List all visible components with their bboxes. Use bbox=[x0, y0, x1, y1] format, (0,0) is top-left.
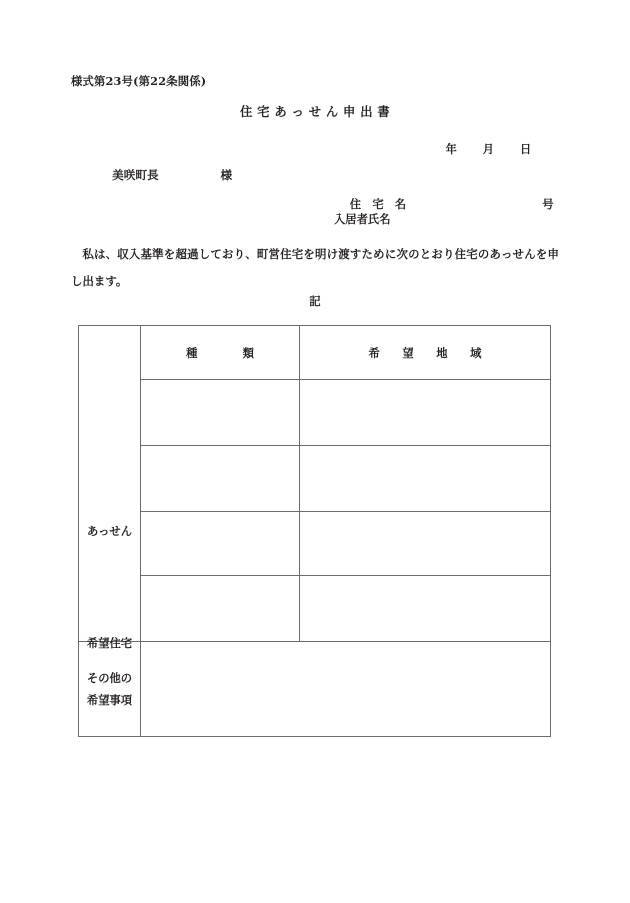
date-line bbox=[430, 133, 531, 167]
date-year-label: 年 bbox=[445, 142, 457, 157]
cell-other-wishes[interactable] bbox=[141, 642, 551, 737]
request-table bbox=[78, 325, 551, 737]
cell-area-4[interactable] bbox=[300, 576, 551, 642]
column-header-area: 希 望 地 域 bbox=[300, 326, 551, 380]
cell-kind-4[interactable] bbox=[141, 576, 300, 642]
row-label-other-wishes bbox=[79, 642, 141, 737]
row-label-housing-wish bbox=[79, 326, 141, 650]
cell-area-1[interactable] bbox=[300, 380, 551, 446]
cell-area-3[interactable] bbox=[300, 512, 551, 576]
form-number: 様式第23号(第22条関係) bbox=[71, 74, 207, 88]
table-row-other bbox=[79, 642, 551, 737]
addressee-line bbox=[96, 158, 232, 193]
column-header-kind: 種 類 bbox=[141, 326, 300, 380]
addressee-name: 美咲町長 bbox=[112, 167, 159, 182]
table-row bbox=[79, 512, 551, 576]
house-name-label: 住 宅 名 bbox=[349, 197, 407, 212]
page-title: 住 宅 あ っ せ ん 申 出 書 bbox=[239, 104, 391, 119]
cell-kind-1[interactable] bbox=[141, 380, 300, 446]
row-label-other-line1: その他の bbox=[86, 670, 133, 685]
cell-kind-2[interactable] bbox=[141, 446, 300, 512]
date-day-label: 日 bbox=[520, 142, 532, 157]
cell-kind-3[interactable] bbox=[141, 512, 300, 576]
ki-mark: 記 bbox=[309, 294, 321, 308]
addressee-honorific: 様 bbox=[220, 167, 233, 182]
row-label-assen: あっせん bbox=[86, 523, 133, 538]
row-label-kibou-jutaku: 希望住宅 bbox=[86, 635, 133, 650]
body-paragraph: 私は、収入基準を超過しており、町営住宅を明け渡すために次のとおり住宅のあっせんを申し出ます。 bbox=[71, 247, 559, 288]
table-row bbox=[79, 446, 551, 512]
resident-name-label: 入居者氏名 bbox=[334, 212, 391, 226]
house-number-label: 号 bbox=[542, 197, 554, 212]
date-month-label: 月 bbox=[482, 142, 494, 157]
row-label-other-line2: 希望事項 bbox=[86, 693, 133, 707]
table-row bbox=[79, 576, 551, 642]
cell-area-2[interactable] bbox=[300, 446, 551, 512]
table-row bbox=[79, 380, 551, 446]
table-header-row bbox=[79, 326, 551, 380]
